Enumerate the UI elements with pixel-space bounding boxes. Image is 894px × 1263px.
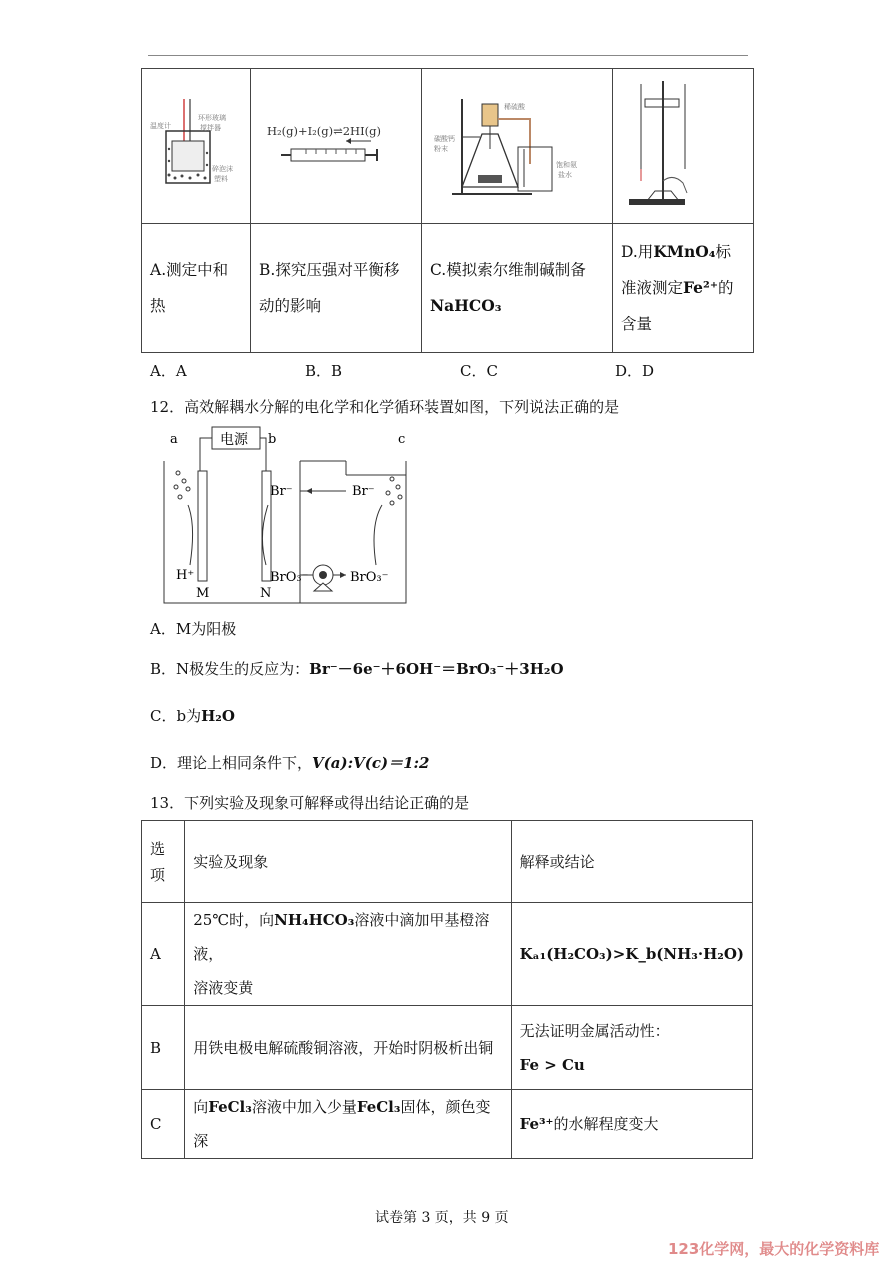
header-conclusion: 解释或结论 — [511, 821, 752, 903]
figure-d-burette — [613, 69, 754, 224]
page-footer: 试卷第 3 页，共 9 页 — [375, 1210, 509, 1226]
row-c-experiment: 向FeCl₃溶液中加入少量FeCl₃固体，颜色变深 — [185, 1090, 511, 1159]
q12-electrolysis-diagram — [160, 425, 412, 611]
caption-d: D.用KMnO₄标准液测定Fe²⁺的含量 — [613, 224, 754, 353]
q11-apparatus-table — [141, 68, 754, 353]
figure-b-syringe — [251, 69, 422, 224]
q13-table — [141, 820, 753, 1159]
figure-a-calorimeter — [142, 69, 251, 224]
q12-option-a[interactable]: A．M为阳极 — [150, 620, 237, 638]
svg-text:M: M — [196, 586, 210, 601]
svg-text:电源: 电源 — [220, 432, 248, 448]
q12-option-b[interactable]: B．N极发生的反应为：Br⁻－6e⁻＋6OH⁻＝BrO₃⁻＋3H₂O — [150, 660, 564, 678]
caption-b: B.探究压强对平衡移动的影响 — [251, 224, 422, 353]
svg-text:碳酸钙: 碳酸钙 — [434, 135, 455, 143]
svg-text:温度计: 温度计 — [150, 122, 171, 130]
svg-text:BrO₃⁻: BrO₃⁻ — [270, 570, 309, 585]
q12-option-c[interactable]: C．b为H₂O — [150, 707, 235, 725]
row-c-option: C — [142, 1090, 185, 1159]
header-option: 选 项 — [142, 821, 185, 903]
table-row — [142, 1006, 753, 1090]
header-rule — [148, 55, 748, 56]
svg-text:BrO₃⁻: BrO₃⁻ — [350, 570, 389, 585]
q11-option-b[interactable]: B．B — [305, 362, 343, 380]
svg-text:a: a — [170, 432, 178, 447]
svg-text:环形玻璃: 环形玻璃 — [198, 114, 226, 122]
header-experiment: 实验及现象 — [185, 821, 511, 903]
row-b-option: B — [142, 1006, 185, 1090]
svg-text:饱和氨: 饱和氨 — [556, 161, 577, 169]
q11-option-c[interactable]: C．C — [460, 362, 498, 380]
q11-option-d[interactable]: D．D — [615, 362, 655, 380]
figure-c-solvay — [422, 69, 613, 224]
svg-text:b: b — [268, 432, 277, 447]
row-a-conclusion: Kₐ₁(H₂CO₃)>K_b(NH₃·H₂O) — [511, 903, 752, 1006]
svg-text:Br⁻: Br⁻ — [352, 484, 375, 499]
row-c-conclusion: Fe³⁺的水解程度变大 — [511, 1090, 752, 1159]
svg-text:H⁺: H⁺ — [176, 568, 195, 583]
q13-stem: 13．下列实验及现象可解释或得出结论正确的是 — [150, 794, 470, 812]
svg-text:盐水: 盐水 — [558, 171, 572, 179]
row-a-experiment: 25℃时，向NH₄HCO₃溶液中滴加甲基橙溶液， 溶液变黄 — [185, 903, 511, 1006]
caption-a: A.测定中和热 — [142, 224, 251, 353]
q12-stem: 12．高效解耦水分解的电化学和化学循环装置如图，下列说法正确的是 — [150, 398, 620, 416]
svg-text:N: N — [260, 586, 272, 601]
svg-text:c: c — [398, 432, 406, 447]
svg-text:Br⁻: Br⁻ — [270, 484, 293, 499]
svg-text:粉末: 粉末 — [434, 145, 448, 153]
row-a-option: A — [142, 903, 185, 1006]
q11-option-a[interactable]: A．A — [150, 362, 187, 380]
svg-text:H₂(g)+I₂(g)⇌2HI(g): H₂(g)+I₂(g)⇌2HI(g) — [267, 124, 381, 138]
row-b-conclusion: 无法证明金属活动性： Fe > Cu — [511, 1006, 752, 1090]
svg-text:碎泡沫: 碎泡沫 — [212, 165, 233, 173]
table-row — [142, 1090, 753, 1159]
svg-text:塑料: 塑料 — [214, 175, 228, 183]
svg-text:稀硫酸: 稀硫酸 — [504, 103, 525, 111]
row-b-experiment: 用铁电极电解硫酸铜溶液，开始时阴极析出铜 — [185, 1006, 511, 1090]
table-row — [142, 903, 753, 1006]
caption-c: C.模拟索尔维制碱制备 NaHCO₃ — [422, 224, 613, 353]
watermark: 123化学网，最大的化学资料库 — [668, 1240, 880, 1258]
q12-option-d[interactable]: D．理论上相同条件下，V(a):V(c)＝1:2 — [150, 754, 430, 772]
svg-text:搅拌器: 搅拌器 — [200, 124, 221, 132]
